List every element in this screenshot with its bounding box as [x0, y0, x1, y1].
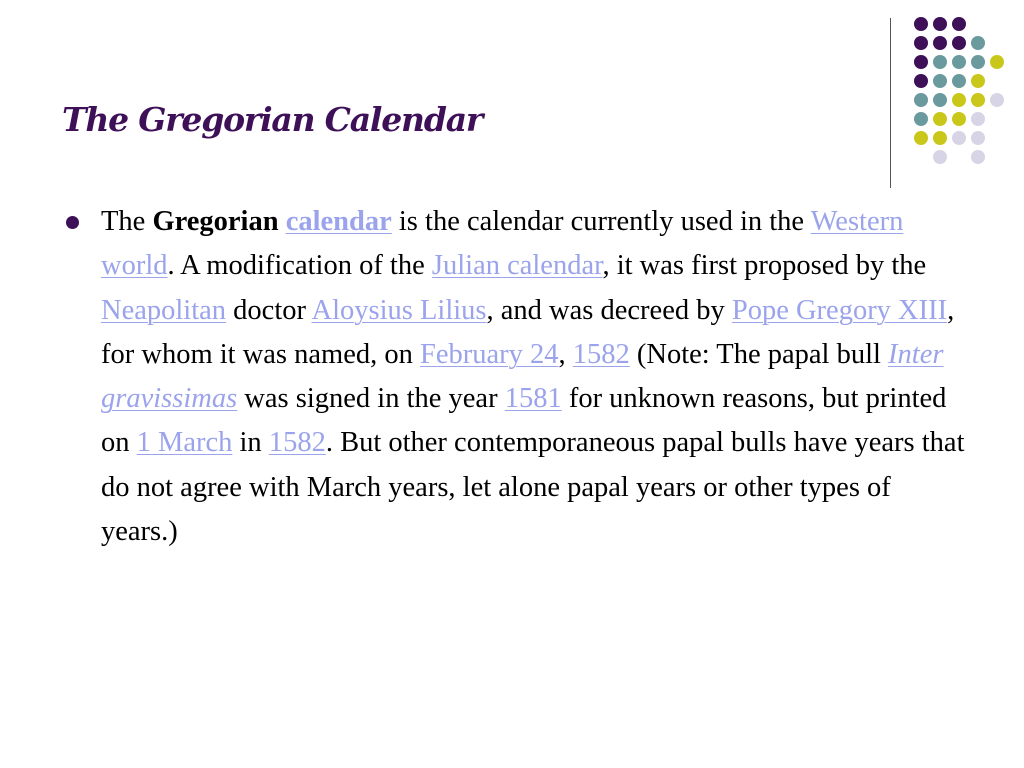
- link-pope-gregory-xiii[interactable]: Pope Gregory XIII: [731, 294, 948, 326]
- decorative-dot: [914, 131, 928, 145]
- decorative-dot: [990, 93, 1004, 107]
- text-segment: in: [232, 427, 269, 459]
- bullet-item: [65, 200, 970, 554]
- link-neapolitan[interactable]: Neapolitan: [101, 294, 227, 326]
- decorative-dot: [933, 74, 947, 88]
- decorative-dot: [914, 112, 928, 126]
- link-1582-second[interactable]: 1582: [268, 427, 326, 459]
- decorative-dot: [971, 55, 985, 69]
- text-segment: (Note: The papal bull: [629, 338, 889, 370]
- decorative-dot: [914, 17, 928, 31]
- decorative-dot: [952, 112, 966, 126]
- title-divider-line: [890, 18, 891, 188]
- text-segment: was signed in the year: [237, 383, 505, 415]
- text-segment: The: [101, 206, 153, 237]
- decorative-dot: [971, 131, 985, 145]
- bold-term-gregorian: Gregorian: [152, 206, 279, 237]
- decorative-dot: [933, 93, 947, 107]
- text-segment: . A modification of the: [167, 250, 432, 282]
- decorative-dot: [933, 131, 947, 145]
- decorative-dot: [933, 55, 947, 69]
- text-segment: , it was first proposed by the: [602, 250, 927, 282]
- link-inter-gravissimas[interactable]: Inter gravissimas: [101, 338, 944, 415]
- slide-title: The Gregorian Calendar: [62, 100, 483, 139]
- decorative-dot: [933, 150, 947, 164]
- decorative-dot: [971, 93, 985, 107]
- decorative-dot: [914, 55, 928, 69]
- link-calendar[interactable]: calendar: [285, 206, 392, 237]
- decorative-dot: [933, 36, 947, 50]
- text-segment: [279, 206, 286, 237]
- link-1582[interactable]: 1582: [572, 338, 630, 370]
- decorative-dot: [933, 112, 947, 126]
- decorative-dot: [971, 112, 985, 126]
- decorative-dot: [952, 131, 966, 145]
- decorative-dot: [952, 74, 966, 88]
- decorative-dot: [952, 93, 966, 107]
- decorative-dot: [952, 36, 966, 50]
- decorative-dot: [914, 93, 928, 107]
- text-segment: for unknown reasons, but printed on: [101, 383, 947, 459]
- link-february-24[interactable]: February 24: [419, 338, 559, 370]
- link-1-march[interactable]: 1 March: [136, 427, 233, 459]
- bullet-dot-icon: [66, 216, 79, 229]
- decorative-dot: [971, 74, 985, 88]
- text-segment: ,: [558, 338, 573, 370]
- text-segment: , for whom it was named, on: [101, 294, 955, 370]
- link-western-world[interactable]: Western world: [101, 206, 904, 282]
- link-1581[interactable]: 1581: [504, 383, 562, 415]
- text-segment: . But other contemporaneous papal bulls have years that do not agree with March years, let alone papal years or other types of years.): [101, 427, 965, 548]
- link-julian-calendar[interactable]: Julian calendar: [431, 250, 603, 282]
- decorative-dot: [990, 55, 1004, 69]
- decorative-dot: [933, 17, 947, 31]
- text-segment: is the calendar currently used in the: [391, 206, 811, 237]
- text-segment: doctor: [226, 294, 312, 326]
- decorative-dot: [952, 55, 966, 69]
- decorative-dot: [952, 17, 966, 31]
- slide-body: [65, 200, 970, 554]
- text-segment: , and was decreed by: [486, 294, 732, 326]
- link-aloysius-lilius[interactable]: Aloysius Lilius: [311, 294, 487, 326]
- decorative-dot: [971, 36, 985, 50]
- decorative-dot: [914, 36, 928, 50]
- decorative-dot: [971, 150, 985, 164]
- decorative-dot: [914, 74, 928, 88]
